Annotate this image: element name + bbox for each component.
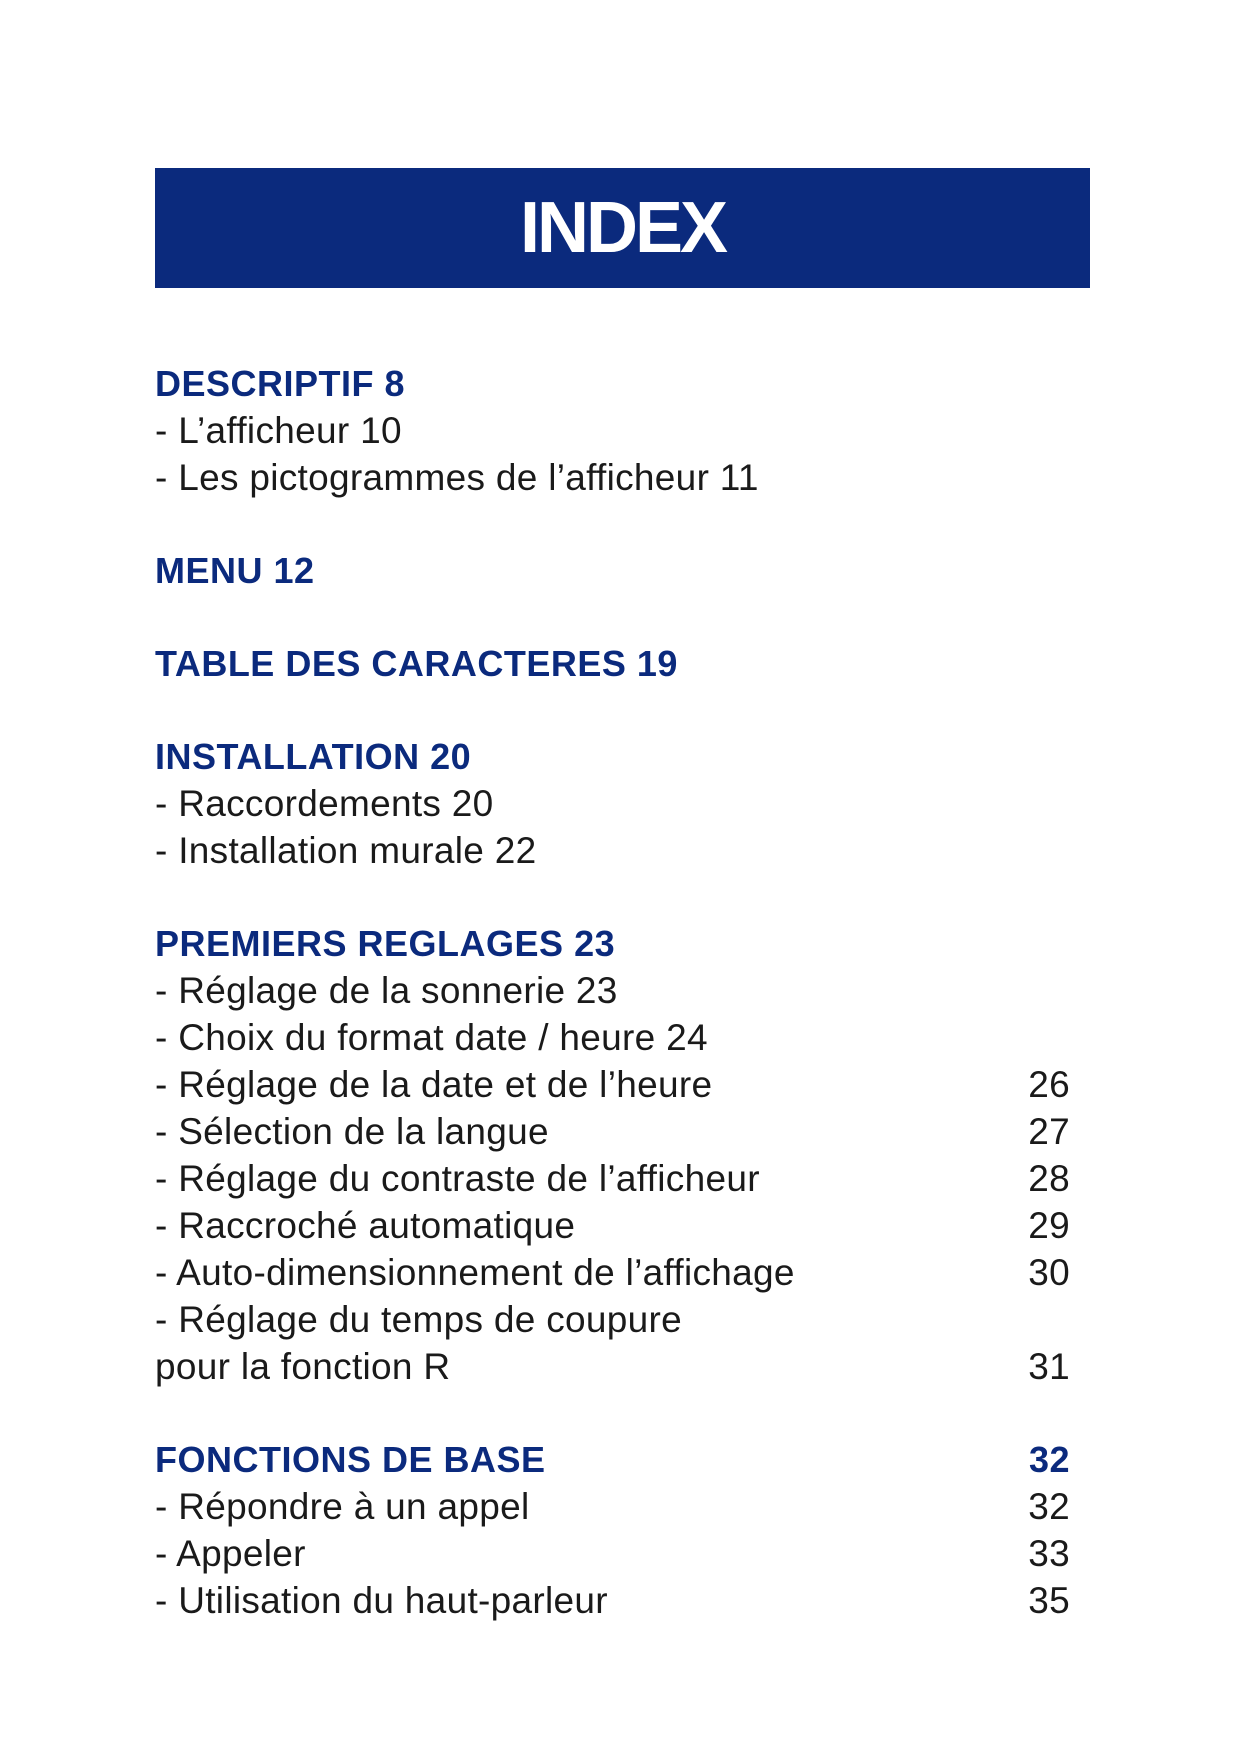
toc-entry-page: 33 xyxy=(1028,1533,1070,1574)
toc-section-heading[interactable] xyxy=(155,1436,1070,1483)
toc-section-heading[interactable] xyxy=(155,640,1070,687)
toc-section-table-des-caracteres xyxy=(155,640,1070,687)
toc-section-heading[interactable] xyxy=(155,547,1070,594)
toc-entry[interactable] xyxy=(155,1343,1070,1390)
toc-entry-text: - Réglage du contraste de l’afficheur xyxy=(155,1158,760,1199)
toc-entry-text: - Raccordements 20 xyxy=(155,783,494,824)
index-banner xyxy=(155,168,1090,288)
toc-entry-text: pour la fonction R xyxy=(155,1346,451,1387)
toc-entry-text: - L’afficheur 10 xyxy=(155,410,402,451)
toc-entry-text: - Utilisation du haut-parleur xyxy=(155,1580,608,1621)
toc-entry-text: - Installation murale 22 xyxy=(155,830,537,871)
toc-entry-text: - Raccroché automatique xyxy=(155,1205,576,1246)
section-heading-page: 32 xyxy=(1028,1439,1070,1480)
toc-entry[interactable] xyxy=(155,967,1070,1014)
toc-entry[interactable] xyxy=(155,454,1070,501)
toc-entry[interactable] xyxy=(155,1577,1070,1624)
toc-entry-page: 31 xyxy=(1028,1346,1070,1387)
toc-section-menu xyxy=(155,547,1070,594)
section-heading-text: TABLE DES CARACTERES 19 xyxy=(155,643,678,684)
section-heading-text: INSTALLATION 20 xyxy=(155,736,472,777)
toc-entry-text: - Appeler xyxy=(155,1533,306,1574)
toc-section-heading[interactable] xyxy=(155,360,1070,407)
toc-entry-text: - Réglage de la date et de l’heure xyxy=(155,1064,713,1105)
section-heading-text: PREMIERS REGLAGES 23 xyxy=(155,923,616,964)
toc-entry-page: 30 xyxy=(1028,1252,1070,1293)
toc-section-premiers-reglages xyxy=(155,920,1070,1390)
toc-entry[interactable] xyxy=(155,1155,1070,1202)
toc-entry-text: - Réglage de la sonnerie 23 xyxy=(155,970,618,1011)
toc-entry[interactable] xyxy=(155,1530,1070,1577)
toc-entry[interactable] xyxy=(155,1014,1070,1061)
toc-entry-page: 27 xyxy=(1028,1111,1070,1152)
toc-entry-text: - Choix du format date / heure 24 xyxy=(155,1017,708,1058)
toc-entry-page: 28 xyxy=(1028,1158,1070,1199)
section-heading-text: MENU 12 xyxy=(155,550,315,591)
toc-entry-page: 32 xyxy=(1028,1486,1070,1527)
toc-entry-text: - Auto-dimensionnement de l’affichage xyxy=(155,1252,795,1293)
toc-entry[interactable] xyxy=(155,407,1070,454)
toc-entry[interactable] xyxy=(155,1061,1070,1108)
page-title: INDEX xyxy=(519,188,726,268)
toc-entry[interactable] xyxy=(155,1483,1070,1530)
table-of-contents xyxy=(155,360,1070,1670)
toc-section-fonctions-de-base xyxy=(155,1436,1070,1624)
toc-entry[interactable] xyxy=(155,1202,1070,1249)
toc-entry-page: 26 xyxy=(1028,1064,1070,1105)
toc-entry-text: - Réglage du temps de coupure xyxy=(155,1299,683,1340)
toc-entry-text: - Sélection de la langue xyxy=(155,1111,549,1152)
section-heading-text: DESCRIPTIF 8 xyxy=(155,363,406,404)
toc-section-heading[interactable] xyxy=(155,920,1070,967)
toc-entry-text: - Répondre à un appel xyxy=(155,1486,530,1527)
toc-section-descriptif xyxy=(155,360,1070,501)
toc-entry-text: - Les pictogrammes de l’afficheur 11 xyxy=(155,457,759,498)
toc-entry[interactable] xyxy=(155,1249,1070,1296)
section-heading-text: FONCTIONS DE BASE xyxy=(155,1439,546,1480)
toc-entry-page: 29 xyxy=(1028,1205,1070,1246)
toc-entry-page: 35 xyxy=(1028,1580,1070,1621)
toc-entry[interactable] xyxy=(155,1108,1070,1155)
toc-entry[interactable] xyxy=(155,780,1070,827)
toc-section-installation xyxy=(155,733,1070,874)
toc-entry[interactable] xyxy=(155,827,1070,874)
toc-entry[interactable] xyxy=(155,1296,1070,1343)
toc-section-heading[interactable] xyxy=(155,733,1070,780)
